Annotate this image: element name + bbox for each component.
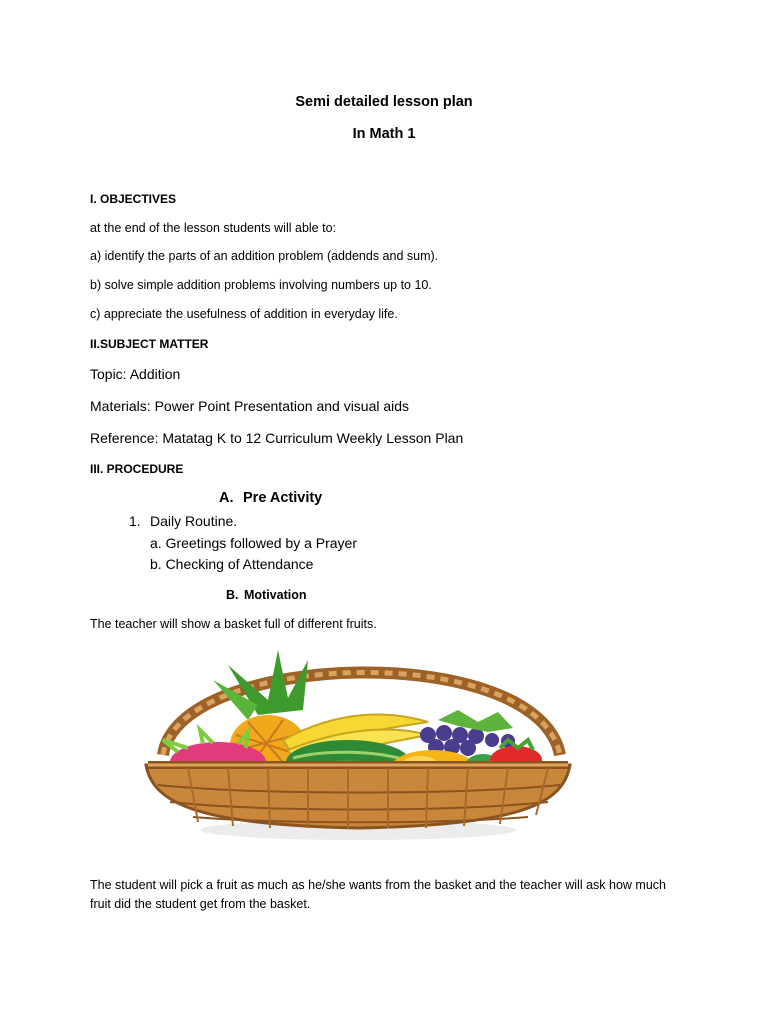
objectives-intro: at the end of the lesson students will able to: (90, 221, 336, 235)
routine-item: b. Checking of Attendance (150, 556, 314, 572)
procedure-heading: III. PROCEDURE (90, 462, 184, 476)
fruit-basket-image (108, 640, 608, 860)
closing-text: The student will pick a fruit as much as he/she wants from the basket and the teacher will ask how much fruit did the student get from the basket. (90, 878, 666, 911)
motivation-heading: Motivation (244, 588, 307, 602)
document-title: Semi detailed lesson plan (295, 94, 473, 110)
routine-number: 1. (129, 513, 141, 529)
topic-line: Topic: Addition (90, 366, 181, 382)
routine-label: Daily Routine. (150, 513, 238, 529)
materials-line: Materials: Power Point Presentation and visual aids (90, 398, 410, 414)
objective-item: c) appreciate the usefulness of addition in everyday life. (90, 307, 398, 321)
reference-line: Reference: Matatag K to 12 Curriculum Weekly Lesson Plan (90, 430, 464, 446)
motivation-marker: B. (226, 588, 239, 602)
routine-item: a. Greetings followed by a Prayer (150, 535, 357, 551)
objectives-heading: I. OBJECTIVES (90, 192, 177, 206)
pre-activity-heading: Pre Activity (243, 490, 323, 506)
document-subtitle: In Math 1 (352, 126, 416, 142)
pre-activity-marker: A. (219, 490, 234, 506)
objective-item: b) solve simple addition problems involving numbers up to 10. (90, 278, 432, 292)
motivation-text: The teacher will show a basket full of different fruits. (90, 617, 377, 631)
subject-matter-heading: II.SUBJECT MATTER (90, 337, 209, 351)
objective-item: a) identify the parts of an addition problem (addends and sum). (90, 249, 439, 263)
